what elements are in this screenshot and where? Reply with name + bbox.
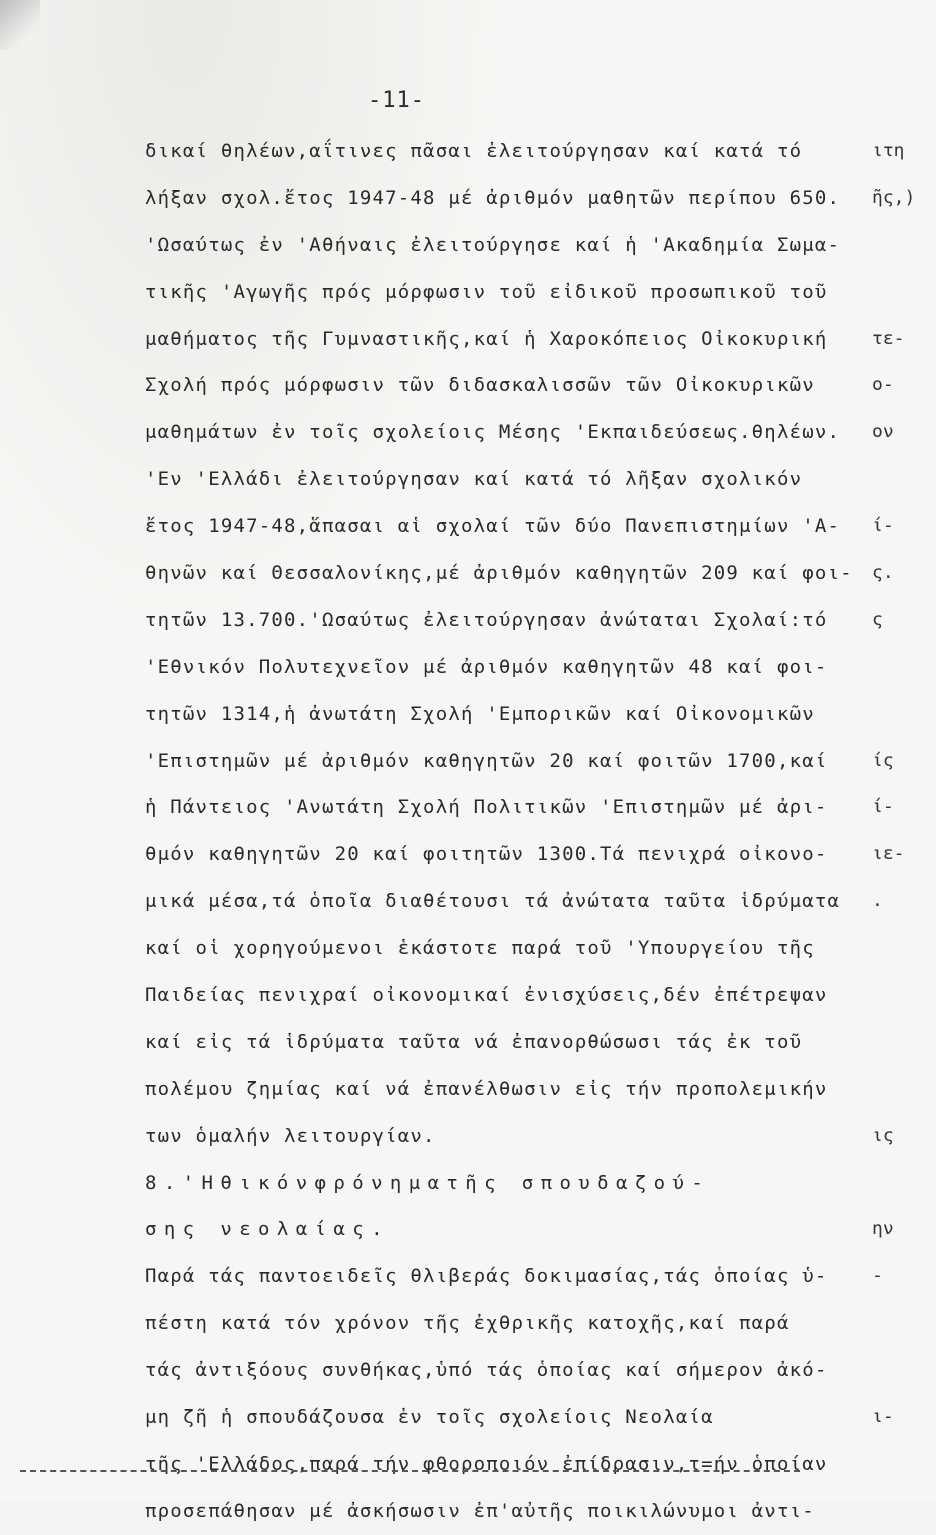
margin-fragment — [872, 972, 936, 1019]
margin-fragment — [872, 269, 936, 316]
margin-fragment: ί- — [872, 796, 894, 818]
right-margin-fragments — [872, 128, 936, 1535]
margin-fragment: ίς — [872, 749, 894, 771]
margin-fragment: ι- — [872, 1406, 894, 1428]
text-line: τητῶν 1314,ἡ ἀνωτάτη Σχολή 'Εμπορικῶν καί Οἰκονομικῶν — [145, 702, 815, 725]
margin-fragment — [872, 644, 936, 691]
text-line: πέστη κατά τόν χρόνον τῆς ἐχθρικῆς κατοχῆς,καί παρά — [145, 1312, 790, 1335]
margin-fragment: . — [872, 890, 883, 912]
margin-fragment: τε- — [872, 327, 905, 349]
margin-fragment — [872, 691, 936, 738]
text-line: λήξαν σχολ.ἔτος 1947-48 μέ ἀριθμόν μαθητῶν περίπου 650. — [145, 186, 841, 209]
text-line: τῆς 'Ελλάδος,παρά τήν φθοροποιόν ἐπίδρασιν,τ=ήν ὁποίαν — [145, 1452, 828, 1475]
margin-fragment — [872, 1019, 936, 1066]
text-line: προσεπάθησαν μέ ἀσκήσωσιν ἐπ'αὐτῆς ποικιλώνυμοι ἀντι- — [145, 1499, 815, 1522]
text-line: θμόν καθηγητῶν 20 καί φοιτητῶν 1300.Τά πενιχρά οἰκονο- — [145, 843, 828, 866]
margin-fragment — [872, 925, 936, 972]
margin-fragment — [872, 1066, 936, 1113]
page-number: -11- — [368, 88, 425, 113]
text-line: 'Εθνικόν Πολυτεχνεῖον μέ ἀριθμόν καθηγητῶν 48 καί φοι- — [145, 655, 828, 678]
margin-fragment — [872, 456, 936, 503]
text-line: 'Επιστημῶν μέ ἀριθμόν καθηγητῶν 20 καί φοιτῶν 1700,καί — [145, 749, 828, 772]
section-heading-line: 8.'Ηθικόνφρόνηματῆς σπουδαζού- — [145, 1171, 711, 1194]
text-line: Σχολή πρός μόρφωσιν τῶν διδασκαλισσῶν τῶν Οἰκοκυρικῶν — [145, 374, 815, 397]
text-line: πολέμου ζημίας καί νά ἐπανέλθωσιν εἰς τήν προπολεμικήν — [145, 1077, 828, 1100]
margin-fragment — [872, 1160, 936, 1207]
margin-fragment: ιτη — [872, 140, 905, 161]
text-line: 'Ωσαύτως ἐν 'Αθήναις ἐλειτούργησε καί ἡ 'Ακαδημία Σωμα- — [145, 233, 841, 256]
margin-fragment: - — [872, 1265, 883, 1287]
margin-fragment — [872, 1488, 936, 1535]
text-line: ἔτος 1947-48,ἅπασαι αἱ σχολαί τῶν δύο Πανεπιστημίων 'Α- — [145, 515, 841, 538]
bottom-dashed-rule — [20, 1470, 800, 1472]
text-line: ἡ Πάντειος 'Ανωτάτη Σχολή Πολιτικῶν 'Επιστημῶν μέ ἀρι- — [145, 796, 828, 819]
text-line: καί οἱ χορηγούμενοι ἑκάστοτε παρά τοῦ 'Υπουργείου τῆς — [145, 937, 815, 960]
margin-fragment — [872, 222, 936, 269]
margin-fragment — [872, 1300, 936, 1347]
margin-fragment — [872, 1441, 936, 1488]
margin-fragment: ς. — [872, 562, 894, 584]
margin-fragment: ιε- — [872, 843, 905, 865]
margin-fragment: ον — [872, 421, 894, 443]
margin-fragment: ην — [872, 1218, 894, 1240]
margin-fragment: ς — [872, 608, 883, 630]
text-line: μαθημάτων ἐν τοῖς σχολείοις Μέσης 'Εκπαιδεύσεως.θηλέων. — [145, 421, 841, 444]
margin-fragment: ις — [872, 1124, 894, 1146]
margin-fragment: ῆς,) — [872, 186, 916, 208]
text-line: μαθήματος τῆς Γυμναστικῆς,καί ἡ Χαροκόπειος Οἰκοκυρική — [145, 327, 828, 350]
typed-text-body — [145, 128, 885, 1535]
section-heading-line: σης νεολαίας. — [145, 1218, 390, 1241]
margin-fragment: ο- — [872, 374, 894, 396]
margin-fragment — [872, 1347, 936, 1394]
text-line: των ὁμαλήν λειτουργίαν. — [145, 1124, 436, 1147]
text-line: 'Εν 'Ελλάδι ἐλειτούργησαν καί κατά τό λῆξαν σχολικόν — [145, 468, 803, 491]
text-line: μη ζῆ ἡ σπουδάζουσα ἐν τοῖς σχολείοις Νεολαία — [145, 1406, 714, 1429]
margin-fragment: ί- — [872, 515, 894, 537]
text-line: δικαί θηλέων,αΐτινες πᾶσαι ἐλειτούργησαν καί κατά τό — [145, 140, 803, 162]
text-line: Παιδείας πενιχραί οἰκονομικαί ἐνισχύσεις,δέν ἐπέτρεψαν — [145, 984, 828, 1007]
text-line: τητῶν 13.700.'Ωσαύτως ἐλειτούργησαν ἀνώταται Σχολαί:τό — [145, 608, 828, 631]
scan-corner-shadow — [0, 0, 40, 50]
text-line: τικῆς 'Αγωγῆς πρός μόρφωσιν τοῦ εἰδικοῦ προσωπικοῦ τοῦ — [145, 280, 828, 303]
text-line: Παρά τάς παντοειδεῖς θλιβεράς δοκιμασίας,τάς ὁποίας ὑ- — [145, 1265, 828, 1288]
text-line: καί εἰς τά ἱδρύματα ταῦτα νά ἐπανορθώσωσι τάς ἐκ τοῦ — [145, 1030, 803, 1053]
text-line: μικά μέσα,τά ὁποῖα διαθέτουσι τά ἀνώτατα ταῦτα ἱδρύματα — [145, 890, 841, 913]
text-line: θηνῶν καί Θεσσαλονίκης,μέ ἀριθμόν καθηγητῶν 209 καί φοι- — [145, 562, 853, 585]
text-line: τάς ἀντιξόους συνθήκας,ὑπό τάς ὁποίας καί σήμερον ἀκό- — [145, 1359, 828, 1382]
